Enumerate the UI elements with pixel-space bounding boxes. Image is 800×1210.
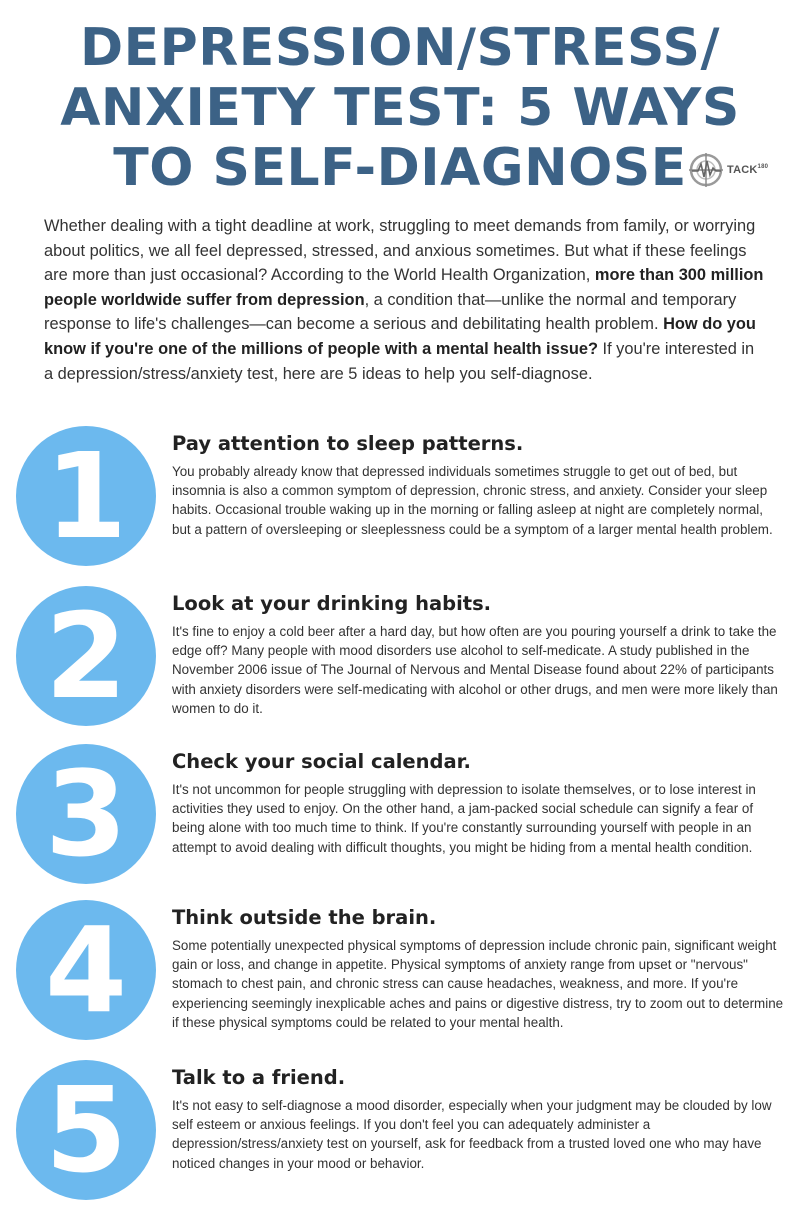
tack180-logo [688,148,798,192]
step-title: Pay attention to sleep patterns. [172,432,524,455]
step-body: Some potentially unexpected physical symptoms of depression include chronic pain, significant weight gain or loss, and change in appetite. Physical symptoms of anxiety range from upset or "nervous" stomach to chest pain, and chronic stress can cause headaches, weakness, and more. If you're experiencing seemingly inexplicable aches and pains or digestive distress, try to zoom out to determine if these physical symptoms could be related to your mental health. [172,938,784,1030]
step-body: It's fine to enjoy a cold beer after a hard day, but how often are you pouring yourself a drink to take the edge off? Many people with mood disorders use alcohol to self-medicate. A study published in the November 2006 issue of The Journal of Nervous and Mental Disease found about 22% of participants with anxiety disorders were self-medicating with alcohol or other drugs, and men were more likely than women to do it. [172,624,778,716]
step-3 [0,744,800,894]
step-body: You probably already know that depressed individuals sometimes struggle to get out of bed, but insomnia is also a common symptom of depression, chronic stress, and anxiety. Consider your sleep habits. Occasional trouble waking up in the morning or falling asleep at night are completely normal, but a pattern of oversleeping or sleeplessness could be a symptom of a larger mental health problem. [172,464,773,537]
step-body: It's not easy to self-diagnose a mood disorder, especially when your judgment may be clouded by low self esteem or anxious feelings. If you don't feel you can adequately administer a depression/stress/anxiety test on yourself, ask for feedback from a trusted loved one who may have noticed changes in your mood or behavior. [172,1098,772,1171]
step-number-badge: 4 [16,900,156,1040]
page-title [0,18,800,198]
step-1 [0,426,800,576]
logo-text: TACK$^{180}$ [727,164,769,176]
step-number-badge: 3 [16,744,156,884]
step-title: Talk to a friend. [172,1066,346,1089]
step-title: Check your social calendar. [172,750,471,773]
logo-compass-icon [688,152,724,188]
step-number-badge: 1 [16,426,156,566]
step-5 [0,1060,800,1210]
intro-highlight-2: How do you know if you're one of the millions of people with a mental health issue? [44,315,756,358]
title-line-3: TO SELF-DIAGNOSE [113,138,687,198]
step-4 [0,900,800,1050]
step-title: Look at your drinking habits. [172,592,492,615]
intro-paragraph: Whether dealing with a tight deadline at work, struggling to meet demands from family, or worrying about politics, we all feel depressed, stressed, and anxious sometimes. But what if these feelings are more than just occasional? According to the World Health Organization, more than 300 million people worldwide suffer from depression, a condition that—unlike the normal and temporary response to life's challenges—can become a serious and debilitating health problem. How do you know if you're one of the millions of people with a mental health issue? If you're interested in a depression/stress/anxiety test, here are 5 ideas to help you self-diagnose. [44,217,764,383]
title-line-2: ANXIETY TEST: 5 WAYS [60,78,740,138]
step-body: It's not uncommon for people struggling with depression to isolate themselves, or to lose interest in activities they used to enjoy. On the other hand, a jam-packed social schedule can signify a fear of being alone with too much time to think. If you're constantly surrounding yourself with people in an attempt to avoid dealing with difficult thoughts, you might be hiding from a mental health condition. [172,782,756,855]
step-number-badge: 2 [16,586,156,726]
intro-highlight-1: more than 300 million people worldwide suffer from depression [44,266,764,309]
title-line-1: DEPRESSION/STRESS/ [79,18,721,78]
step-2 [0,586,800,736]
step-number-badge: 5 [16,1060,156,1200]
step-title: Think outside the brain. [172,906,437,929]
